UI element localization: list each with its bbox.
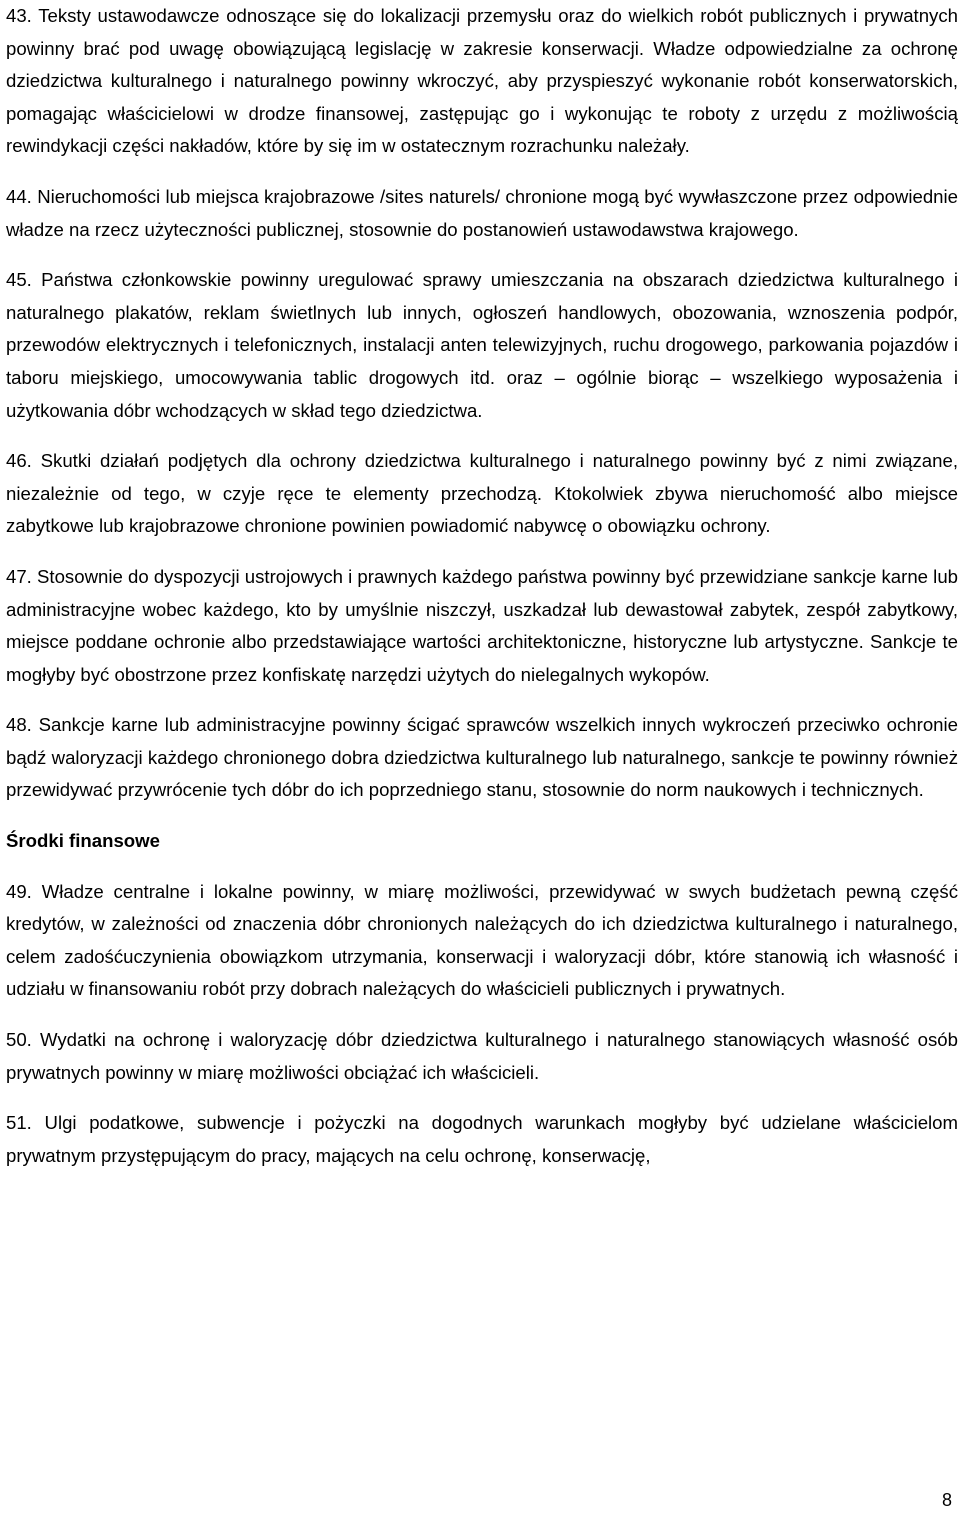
paragraph-51: 51. Ulgi podatkowe, subwencje i pożyczki na dogodnych warunkach mogłyby być udzielane właścicielom prywatnym przystępującym do pracy, mających na celu ochronę, konserwację, — [6, 1112, 958, 1166]
paragraph-47: 47. Stosownie do dyspozycji ustrojowych i prawnych każdego państwa powinny być przewidziane sankcje karne lub administracyjne wobec każdego, kto by umyślnie niszczył, uszkadzał lub dewastował zabytek, zespół zabytkowy, miejsce poddane ochronie albo przedstawiające wartości architektoniczne, historyczne lub artystyczne. Sankcje te mogłyby być obostrzone przez konfiskatę narzędzi użytych do nielegalnych wykopów. — [6, 565, 958, 685]
paragraph-45: 45. Państwa członkowskie powinny uregulować sprawy umieszczania na obszarach dziedzictwa kulturalnego i naturalnego plakatów, reklam świetlnych lub innych, ogłoszeń handlowych, obozowania, wznoszenia podpór, przewodów elektrycznych i telefonicznych, instalacji anten telewizyjnych, ruchu drogowego, parkowania pojazdów i taboru miejskiego, umocowywania tablic drogowych itd. oraz – ogólnie biorąc – wszelkiego wyposażenia i użytkowania dóbr wchodzących w skład tego dziedzictwa. — [6, 269, 958, 421]
paragraph-46: 46. Skutki działań podjętych dla ochrony dziedzictwa kulturalnego i naturalnego powinny być z nimi związane, niezależnie od tego, w czyje ręce te elementy przechodzą. Ktokolwiek zbywa nieruchomość albo miejsce zabytkowe lub krajobrazowe chronione powinien powiadomić nabywcę o obowiązku ochrony. — [6, 450, 958, 537]
paragraph-49: 49. Władze centralne i lokalne powinny, w miarę możliwości, przewidywać w swych budżetach pewną część kredytów, w zależności od znaczenia dóbr chronionych należących do ich dziedzictwa kulturalnego i naturalnego, celem zadośćuczynienia obowiązkom utrzymania, konserwacji i waloryzacji dóbr, które stanowią ich własność i udziału w finansowaniu robót przy dobrach należących do właścicieli publicznych i prywatnych. — [6, 880, 958, 1000]
paragraph-44: 44. Nieruchomości lub miejsca krajobrazowe /sites naturels/ chronione mogą być wywłaszczone przez odpowiednie władze na rzecz użyteczności publicznej, stosownie do postanowień ustawodawstwa krajowego. — [6, 185, 958, 240]
section-heading-financial-means: Środki finansowe — [6, 830, 160, 852]
document-page — [6, 0, 958, 1190]
paragraph-50: 50. Wydatki na ochronę i waloryzację dóbr dziedzictwa kulturalnego i naturalnego stanowiących własność osób prywatnych powinny w miarę możliwości obciążać ich właścicieli. — [6, 1029, 958, 1083]
paragraph-43: 43. Teksty ustawodawcze odnoszące się do lokalizacji przemysłu oraz do wielkich robót publicznych i prywatnych powinny brać pod uwagę obowiązującą legislację w zakresie konserwacji. Władze odpowiedzialne za ochronę dziedzictwa kulturalnego i naturalnego powinny wkroczyć, aby przyspieszyć wykonanie robót konserwatorskich, pomagając właścicielowi w drodze finansowej, zastępując go i wykonując te roboty z urzędu z możliwością rewindykacji części nakładów, które by się im w ostatecznym rozrachunku należały. — [6, 5, 958, 157]
page-number: 8 — [941, 1490, 952, 1510]
paragraph-48: 48. Sankcje karne lub administracyjne powinny ścigać sprawców wszelkich innych wykroczeń przeciwko ochronie bądź waloryzacji każdego chronionego dobra dziedzictwa kulturalnego lub naturalnego, sankcje te powinny również przewidywać przywrócenie tych dóbr do ich poprzedniego stanu, stosownie do norm naukowych i technicznych. — [6, 714, 958, 801]
